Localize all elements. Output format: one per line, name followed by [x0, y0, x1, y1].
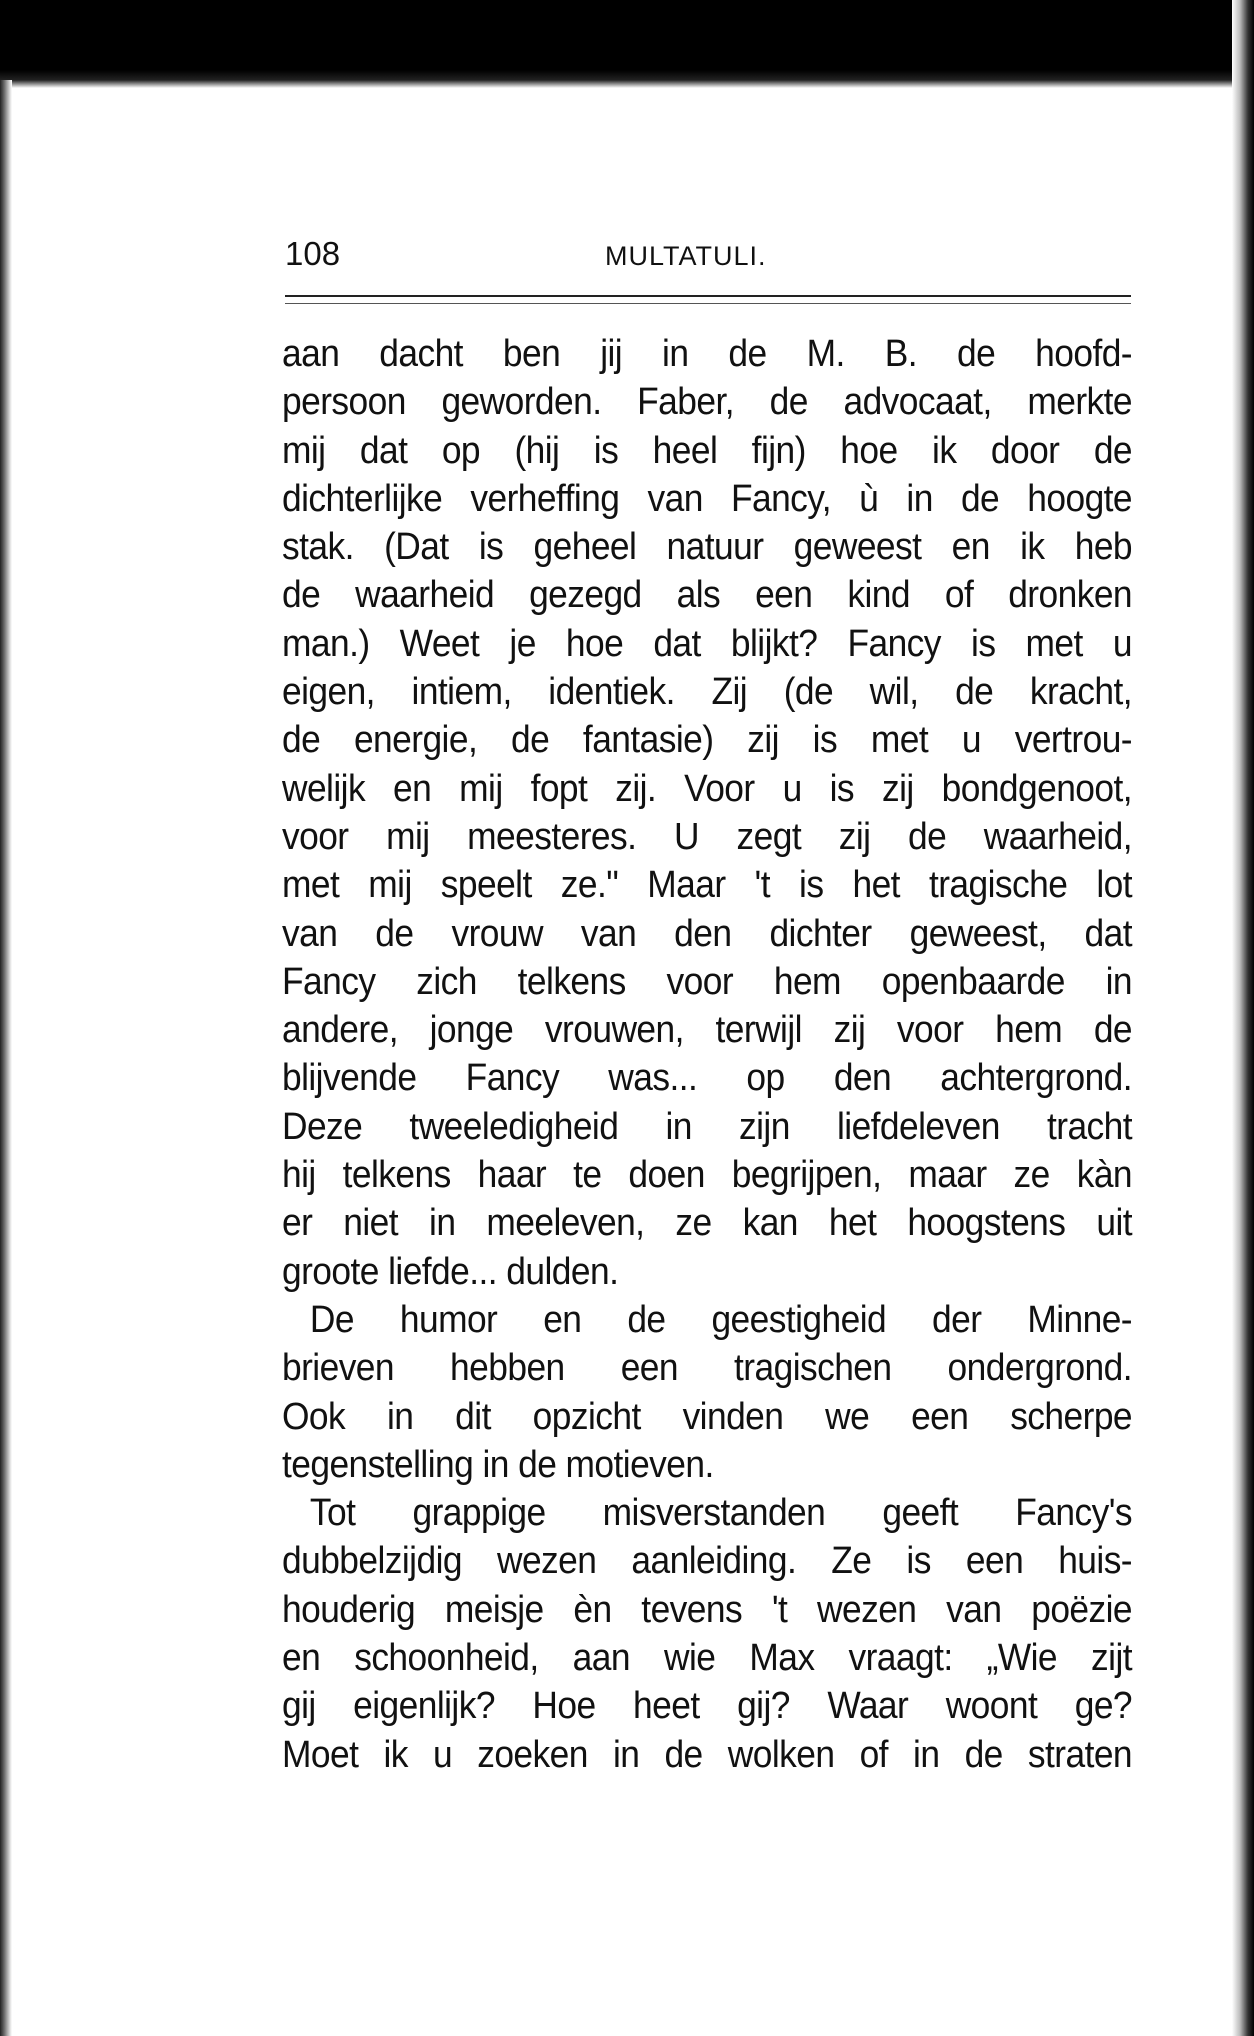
- text-line: Fancy zich telkens voor hem openbaarde in: [282, 960, 1133, 1003]
- text-line: mij dat op (hij is heel fijn) hoe ik door de: [282, 429, 1133, 472]
- scan-top-border: [0, 0, 1254, 88]
- text-line: andere, jonge vrouwen, terwijl zij voor hem de: [282, 1009, 1133, 1052]
- text-line: en schoonheid, aan wie Max vraagt: „Wie zijt: [282, 1637, 1133, 1680]
- text-line: De humor en de geestigheid der Minne-: [309, 1298, 1133, 1341]
- scan-right-edge: [1232, 0, 1254, 2036]
- text-line: hij telkens haar te doen begrijpen, maar ze kàn: [282, 1154, 1133, 1197]
- text-line: met mij speelt ze." Maar 't is het tragische lot: [282, 864, 1133, 907]
- running-title: MULTATULI.: [605, 241, 767, 271]
- text-line: de energie, de fantasie) zij is met u vertrou-: [282, 719, 1133, 762]
- page-number: 108: [285, 235, 341, 272]
- page-header: [285, 235, 1131, 277]
- text-line: welijk en mij fopt zij. Voor u is zij bondgenoot,: [282, 767, 1133, 810]
- text-line: eigen, intiem, identiek. Zij (de wil, de kracht,: [282, 671, 1133, 714]
- text-line: Deze tweeledigheid in zijn liefdeleven tracht: [282, 1105, 1133, 1148]
- text-line: van de vrouw van den dichter geweest, dat: [282, 912, 1133, 955]
- scan-left-edge: [0, 80, 12, 2036]
- text-line: groote liefde... dulden.: [282, 1250, 619, 1293]
- text-line: stak. (Dat is geheel natuur geweest en ik heb: [282, 526, 1133, 569]
- text-line: brieven hebben een tragischen ondergrond.: [282, 1347, 1133, 1390]
- text-line: man.) Weet je hoe dat blijkt? Fancy is met u: [282, 622, 1133, 665]
- header-rule-top: [285, 295, 1131, 297]
- text-line: de waarheid gezegd als een kind of dronken: [282, 574, 1133, 617]
- text-line: dubbelzijdig wezen aanleiding. Ze is een huis-: [282, 1540, 1133, 1583]
- text-line: dichterlijke verheffing van Fancy, ù in de hoogte: [282, 477, 1133, 520]
- header-rule-bottom: [285, 303, 1131, 304]
- text-line: voor mij meesteres. U zegt zij de waarheid,: [282, 815, 1133, 858]
- body-text: [282, 330, 1133, 1779]
- text-line: Ook in dit opzicht vinden we een scherpe: [282, 1395, 1133, 1438]
- text-line: er niet in meeleven, ze kan het hoogstens uit: [282, 1202, 1133, 1245]
- text-line: aan dacht ben jij in de M. B. de hoofd-: [282, 333, 1133, 375]
- text-line: Moet ik u zoeken in de wolken of in de straten: [282, 1733, 1133, 1776]
- text-line: blijvende Fancy was... op den achtergrond.: [282, 1057, 1133, 1100]
- text-line: houderig meisje èn tevens 't wezen van poëzie: [282, 1588, 1133, 1631]
- text-line: tegenstelling in de motieven.: [282, 1443, 714, 1486]
- text-line: Tot grappige misverstanden geeft Fancy's: [309, 1492, 1133, 1535]
- text-line: gij eigenlijk? Hoe heet gij? Waar woont ge?: [282, 1685, 1133, 1728]
- text-line: persoon geworden. Faber, de advocaat, merkte: [282, 381, 1133, 424]
